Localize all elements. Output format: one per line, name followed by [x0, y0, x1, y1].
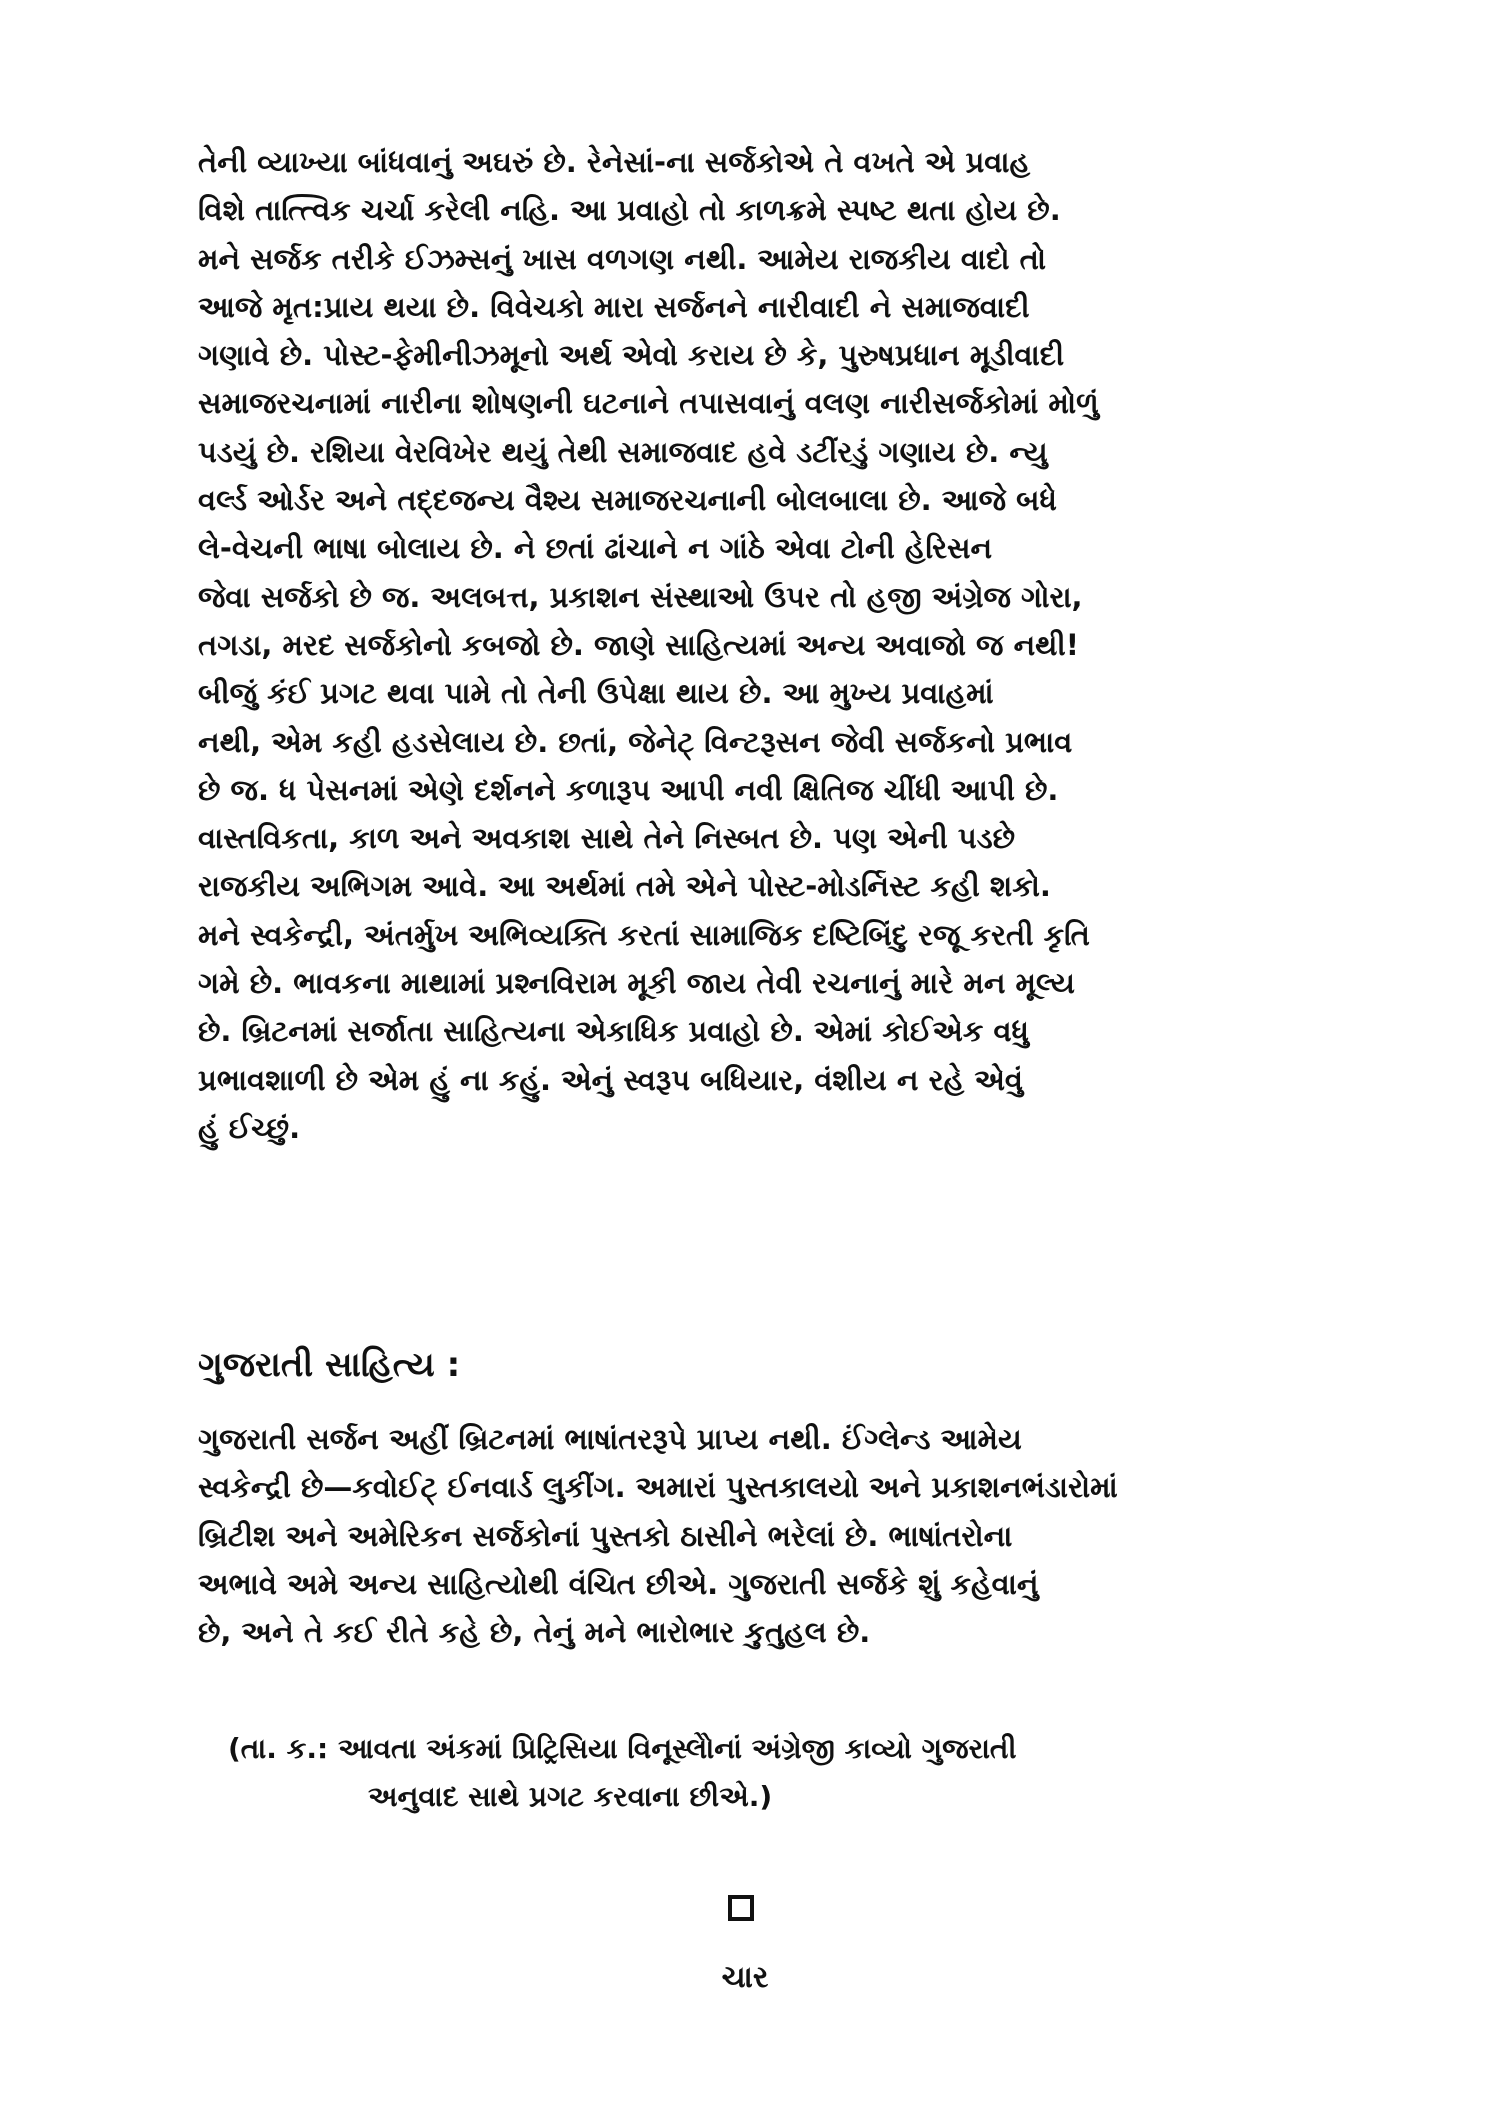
editor-note-line-2: અનુવાદ સાથે પ્રગટ કરવાના છીએ.) — [368, 1780, 773, 1813]
text-line: પડયું છે. રશિયા વેરવિખેર થયું તેથી સમાજવાદ હવે ડટીંરડું ગણાય છે. ન્યુ — [198, 434, 1048, 469]
text-line: બ્રિટીશ અને અમેરિકન સર્જકોનાં પુસ્તકો ઠાસીને ભરેલાં છે. ભાષાંતરોના — [198, 1518, 1013, 1553]
text-line: વર્લ્ડ ઓર્ડર અને તદ્દજન્ય વૈશ્ય સમાજરચનાની બોલબાલા છે. આજે બધે — [198, 483, 1057, 518]
text-line: આજે મૃત:પ્રાય થયા છે. વિવેચકો મારા સર્જનને નારીવાદી ને સમાજવાદી — [198, 289, 1030, 324]
page-number: ચાર — [721, 1960, 769, 1995]
text-line: તગડા, મરદ સર્જકોનો કબજો છે. જાણે સાહિત્યમાં અન્ય અવાજો જ નથી! — [198, 627, 1079, 662]
text-line: લે-વેચની ભાષા બોલાય છે. ને છતાં ઢાંચાને ન ગાંઠે એવા ટોની હેરિસન — [198, 531, 993, 566]
text-line: નથી, એમ કહી હડસેલાય છે. છતાં, જેનેટ્ વિન્ટરૂસન જેવી સર્જકનો પ્રભાવ — [198, 724, 1073, 759]
text-line: છે, અને તે કઈ રીતે કહે છે, તેનું મને ભારોભાર કુતુહલ છે. — [198, 1615, 871, 1650]
text-line: અભાવે અમે અન્ય સાહિત્યોથી વંચિત છીએ. ગુજરાતી સર્જકે શું કહેવાનું — [198, 1566, 1039, 1601]
text-line: હું ઈચ્છું. — [198, 1110, 301, 1145]
text-line: બીજું કંઈ પ્રગટ થવા પામે તો તેની ઉપેક્ષા થાય છે. આ મુખ્ય પ્રવાહમાં — [198, 676, 994, 711]
text-line: ગમે છે. ભાવકના માથામાં પ્રશ્નવિરામ મૂકી જાય તેવી રચનાનું મારે મન મૂલ્ય — [198, 966, 1075, 1001]
text-line: ગણાવે છે. પોસ્ટ-ફેમીનીઝમૂનો અર્થ એવો કરાય છે કે, પુરુષપ્રધાન મૂડીવાદી — [198, 338, 1065, 373]
body-paragraph-1 — [198, 138, 1293, 1152]
end-of-article-square-icon — [728, 1895, 754, 1921]
text-line: ગુજરાતી સર્જન અહીં બ્રિટનમાં ભાષાંતરરૂપે પ્રાપ્ય નથી. ઈંગ્લેન્ડ આમેય — [198, 1422, 1022, 1456]
text-line: રાજકીય અભિગમ આવે. આ અર્થમાં તમે એને પોસ્ટ-મોડર્નિસ્ટ કહી શકો. — [198, 869, 1051, 904]
text-line: જેવા સર્જકો છે જ. અલબત્ત, પ્રકાશન સંસ્થાઓ ઉપર તો હજી અંગ્રેજ ગોરા, — [198, 579, 1083, 614]
text-line: મને સર્જક તરીકે ઈઝમ્સનું ખાસ વળગણ નથી. આમેય રાજકીય વાદો તો — [198, 241, 1047, 276]
text-line: તેની વ્યાખ્યા બાંધવાનું અઘરું છે. રેનેસાં-ના સર્જકોએ તે વખતે એ પ્રવાહ — [198, 145, 1031, 179]
body-paragraph-2 — [198, 1415, 1293, 1656]
text-line: છે. બ્રિટનમાં સર્જાતા સાહિત્યના એકાધિક પ્રવાહો છે. એમાં કોઈએક વધુ — [198, 1014, 1029, 1049]
text-line: છે જ. ધ પેસનમાં એણે દર્શનને કળારૂપ આપી નવી ક્ષિતિજ ચીંધી આપી છે. — [198, 772, 1059, 807]
text-line: મને સ્વકેન્દ્રી, અંતર્મુખ અભિવ્યક્તિ કરતાં સામાજિક દષ્ટિબિંદુ રજૂ કરતી કૃતિ — [198, 917, 1090, 952]
editor-note-line-1: (તા. ક.: આવતા અંકમાં પ્રિટ્રિસિયા વિનૂસ્લેોનાં અંગ્રેજી કાવ્યો ગુજરાતી — [228, 1732, 1017, 1765]
section-heading: ગુજરાતી સાહિત્ય : — [198, 1345, 461, 1385]
text-line: વિશે તાત્ત્વિક ચર્ચા કરેલી નહિ. આ પ્રવાહો તો કાળક્રમે સ્પષ્ટ થતા હોય છે. — [198, 193, 1061, 228]
text-line: વાસ્તવિકતા, કાળ અને અવકાશ સાથે તેને નિસ્બત છે. પણ એની પડછે — [198, 821, 1016, 856]
text-line: સમાજરચનામાં નારીના શોષણની ઘટનાને તપાસવાનું વલણ નારીસર્જકોમાં મોળું — [198, 386, 1099, 421]
text-line: સ્વકેન્દ્રી છે—કવોઈટ્ ઈનવાર્ડ લુકીંગ. અમારાં પુસ્તકાલયો અને પ્રકાશનભંડારોમાં — [198, 1470, 1118, 1505]
text-line: પ્રભાવશાળી છે એમ હું ના કહું. એનું સ્વરૂપ બધિયાર, વંશીય ન રહે એવું — [198, 1062, 1023, 1097]
